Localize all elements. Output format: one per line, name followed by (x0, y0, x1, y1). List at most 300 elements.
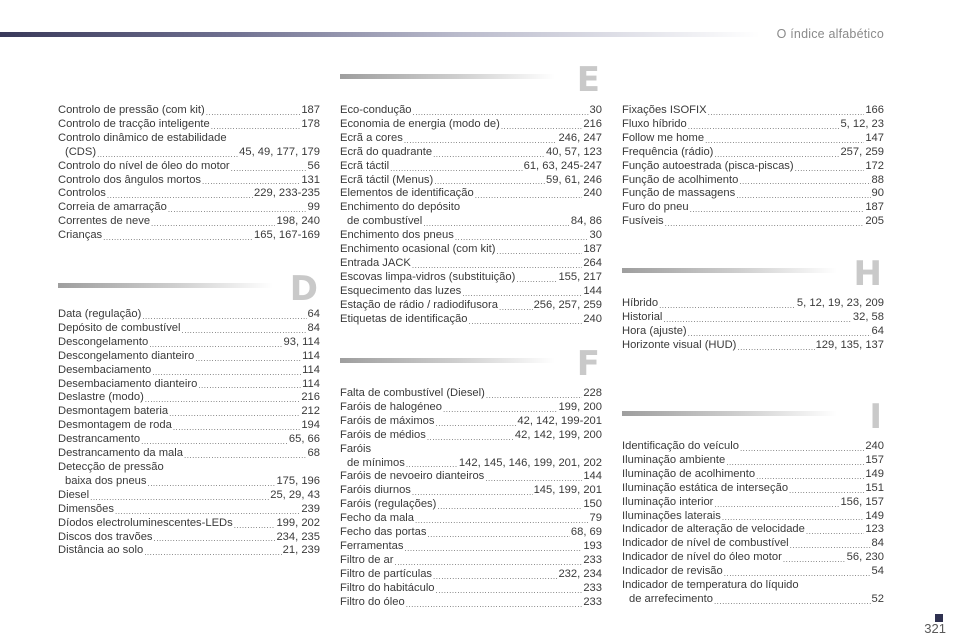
index-entry (58, 447, 320, 461)
dot-leader (736, 190, 870, 201)
index-entry (340, 484, 602, 498)
letter-rule (340, 358, 555, 363)
entry-pages: 65, 66 (288, 433, 320, 446)
entry-pages: 212 (301, 405, 320, 418)
dot-leader (434, 176, 545, 187)
index-entry (340, 132, 602, 146)
entry-label: Controlo de pressão (com kit) (58, 104, 205, 116)
index-entry (622, 523, 884, 537)
entry-pages: 129, 135, 137 (815, 338, 884, 351)
dot-leader (103, 232, 253, 243)
dot-leader (659, 300, 796, 311)
entry-pages: 156, 157 (840, 495, 884, 508)
dot-leader (789, 485, 864, 496)
index-entry (58, 229, 320, 243)
dot-leader (688, 121, 840, 132)
index-entry (622, 468, 884, 482)
index-entry (58, 489, 320, 503)
index-entry (622, 104, 884, 118)
entry-pages: 232, 234 (558, 567, 602, 580)
dot-leader (724, 568, 871, 579)
entry-label: Estação de rádio / radiodifusora (340, 298, 498, 311)
index-entry (340, 596, 602, 610)
entry-label: Indicador de nível do óleo motor (622, 551, 782, 564)
entry-pages: 144 (583, 284, 602, 297)
entry-pages: 5, 12, 19, 23, 209 (796, 297, 884, 309)
entry-pages: 79 (589, 512, 602, 525)
entry-label: baixa dos pneus (65, 474, 147, 487)
entry-label: Enchimento do depósito (340, 201, 461, 214)
entry-pages: 32, 58 (852, 310, 884, 323)
index-entry (340, 174, 602, 188)
dot-leader (151, 218, 275, 229)
entry-pages: 84, 86 (570, 215, 602, 228)
entry-pages: 149 (865, 509, 884, 522)
index-group-f (340, 387, 602, 610)
dot-leader (394, 557, 582, 568)
entry-pages: 246, 247 (558, 131, 602, 144)
index-entry (340, 104, 602, 118)
dot-leader (722, 512, 864, 523)
dot-leader (234, 520, 276, 531)
dot-leader (469, 316, 583, 327)
dot-leader (737, 342, 814, 353)
entry-pages: 240 (583, 187, 602, 200)
entry-pages: 61, 63, 245-247 (523, 159, 602, 172)
page-number: 321 (924, 621, 946, 636)
entry-pages: 151 (865, 481, 884, 494)
entry-label: Desembaciamento (58, 363, 152, 376)
index-entry (622, 297, 884, 311)
dot-leader (144, 547, 281, 558)
entry-pages: 165, 167-169 (254, 229, 320, 242)
index-entry (622, 325, 884, 339)
index-entry (58, 503, 320, 517)
entry-list (622, 104, 884, 229)
index-entry (58, 201, 320, 215)
entry-label: Escovas limpa-vidros (substituição) (340, 270, 516, 283)
entry-pages: 193 (583, 539, 602, 552)
index-entry (340, 257, 602, 271)
entry-pages: 233 (583, 595, 602, 608)
entry-pages: 187 (301, 104, 320, 116)
entry-label: de mínimos (347, 456, 405, 469)
entry-pages: 166 (865, 104, 884, 116)
entry-label: Elementos de identificação (340, 187, 474, 200)
index-entry (622, 593, 884, 607)
entry-pages: 175, 196 (276, 474, 320, 487)
index-entry (58, 544, 320, 558)
entry-label: Frequência (rádio) (622, 145, 714, 158)
entry-pages: 25, 29, 43 (270, 488, 320, 501)
index-entry (622, 440, 884, 454)
entry-label: Função de acolhimento (622, 173, 739, 186)
entry-label: Fecho das portas (340, 526, 427, 539)
entry-label: Filtro de ar (340, 553, 394, 566)
entry-label: Iluminação de acolhimento (622, 467, 756, 480)
index-entry (622, 482, 884, 496)
entry-label: Furo do pneu (622, 201, 689, 214)
dot-leader (142, 311, 306, 322)
header-accent-bar (0, 32, 760, 37)
section-title: O índice alfabético (776, 27, 884, 41)
entry-pages: 114 (302, 377, 320, 390)
dot-leader (427, 529, 569, 540)
dot-leader (404, 135, 558, 146)
entry-label: Controlo dos ângulos mortos (58, 173, 202, 186)
index-entry (58, 405, 320, 419)
dot-leader (690, 204, 865, 215)
dot-leader (406, 459, 458, 470)
entry-label: Indicador de alteração de velocidade (622, 523, 805, 536)
index-entry (622, 565, 884, 579)
entry-label: Indicador de nível de combustível (622, 537, 789, 550)
entry-pages: 198, 240 (276, 215, 320, 228)
dot-leader (516, 274, 557, 285)
entry-pages: 56, 230 (846, 551, 884, 564)
dot-leader (806, 526, 864, 537)
entry-pages: 84 (307, 321, 320, 334)
entry-pages: 157 (865, 453, 884, 466)
entry-label: Identificação do veículo (622, 440, 739, 452)
dot-leader (423, 218, 570, 229)
entry-label: Iluminação interior (622, 495, 714, 508)
entry-pages: 233 (583, 553, 602, 566)
index-entry (58, 517, 320, 531)
index-entry (340, 160, 602, 174)
index-entry (622, 146, 884, 160)
entry-pages: 194 (301, 419, 320, 432)
entry-label: Ecrã táctil (340, 159, 390, 172)
index-entry (340, 285, 602, 299)
entry-label: Iluminações laterais (622, 509, 721, 522)
entry-label: Economia de energia (modo de) (340, 117, 500, 130)
index-entry (58, 378, 320, 392)
dot-leader (141, 436, 288, 447)
index-entry (340, 470, 602, 484)
entry-label: Etiquetas de identificação (340, 312, 468, 325)
entry-pages: 257, 259 (840, 145, 884, 158)
entry-pages: 90 (871, 187, 884, 200)
dot-leader (501, 121, 583, 132)
entry-pages: 64 (871, 324, 884, 337)
entry-label: Faróis diurnos (340, 484, 411, 497)
entry-label: Controlo do nível de óleo do motor (58, 159, 230, 172)
entry-pages: 42, 142, 199-201 (517, 414, 602, 427)
entry-label: Descongelamento (58, 335, 149, 348)
entry-label: Esquecimento das luzes (340, 284, 462, 297)
dot-leader (496, 246, 582, 257)
dot-leader (184, 450, 307, 461)
entry-label: Desmontagem de roda (58, 419, 172, 432)
letter-rule (340, 74, 555, 79)
dot-leader (404, 543, 582, 554)
entry-pages: 68, 69 (570, 526, 602, 539)
entry-list (58, 104, 320, 243)
entry-label: Enchimento dos pneus (340, 229, 454, 242)
entry-label: Correia de amarração (58, 201, 167, 214)
index-entry (622, 215, 884, 229)
dot-leader (149, 339, 282, 350)
entry-label: Falta de combustível (Diesel) (340, 387, 485, 399)
entry-pages: 256, 257, 259 (533, 298, 602, 311)
dot-leader (107, 190, 253, 201)
letter-h: H (853, 254, 882, 294)
entry-label: Fecho da mala (340, 512, 415, 525)
entry-label: Entrada JACK (340, 256, 411, 269)
entry-pages: 131 (301, 173, 320, 186)
index-group-d (58, 308, 320, 558)
dot-leader (739, 176, 870, 187)
dot-leader (665, 218, 865, 229)
dot-leader (169, 408, 300, 419)
entry-pages: 172 (865, 159, 884, 172)
letter-f: F (576, 344, 600, 384)
entry-pages: 84 (871, 537, 884, 550)
entry-pages: 234, 235 (276, 530, 320, 543)
dot-leader (154, 533, 276, 544)
entry-pages: 216 (301, 391, 320, 404)
dot-leader (231, 163, 307, 174)
dot-leader (427, 432, 514, 443)
entry-pages: 239 (301, 502, 320, 515)
index-entry (622, 187, 884, 201)
dot-leader (433, 149, 545, 160)
entry-pages: 5, 12, 23 (840, 117, 884, 130)
index-entry (622, 174, 884, 188)
index-entry (58, 104, 320, 118)
index-entry (622, 118, 884, 132)
dot-leader (415, 515, 589, 526)
entry-label: Indicador de temperatura do líquido (622, 579, 799, 592)
entry-label: Fusíveis (622, 215, 664, 228)
index-entry (622, 454, 884, 468)
entry-label: Função de massagens (622, 187, 736, 200)
entry-pages: 150 (583, 498, 602, 511)
letter-i: I (869, 397, 882, 437)
index-entry (340, 540, 602, 554)
entry-pages: 187 (583, 243, 602, 256)
entry-label: Data (regulação) (58, 308, 142, 320)
index-group-i (622, 440, 884, 607)
dot-leader (783, 554, 846, 565)
index-entry (622, 201, 884, 215)
index-entry (340, 512, 602, 526)
entry-label: Díodos electroluminescentes-LEDs (58, 516, 233, 529)
index-entry (340, 443, 602, 457)
entry-pages: 199, 202 (276, 516, 320, 529)
index-entry (340, 187, 602, 201)
entry-list (622, 440, 884, 607)
dot-leader (436, 585, 583, 596)
entry-label: Faróis de halogéneo (340, 400, 443, 413)
entry-pages: 240 (583, 312, 602, 325)
dot-leader (168, 204, 307, 215)
entry-pages: 54 (871, 565, 884, 578)
entry-pages: 21, 239 (282, 544, 320, 557)
entry-label: Híbrido (622, 297, 659, 309)
dot-leader (412, 260, 582, 271)
index-entry (58, 531, 320, 545)
dot-leader (198, 380, 301, 391)
entry-label: Follow me home (622, 131, 705, 144)
entry-pages: 187 (865, 201, 884, 214)
entry-label: Horizonte visual (HUD) (622, 338, 737, 351)
entry-label: Faróis (340, 442, 372, 455)
dot-leader (499, 302, 533, 313)
dot-leader (740, 443, 864, 454)
index-entry (340, 215, 602, 229)
dot-leader (663, 314, 851, 325)
index-entry (340, 568, 602, 582)
entry-pages: 144 (583, 470, 602, 483)
entry-label: Hora (ajuste) (622, 324, 687, 337)
entry-label: Faróis de máximos (340, 414, 435, 427)
dot-leader (437, 501, 582, 512)
index-group-h (622, 297, 884, 353)
dot-leader (97, 149, 238, 160)
entry-label: Historial (622, 310, 663, 323)
entry-label: Filtro de partículas (340, 567, 433, 580)
index-entry (340, 429, 602, 443)
entry-pages: 114 (302, 349, 320, 362)
index-entry (340, 229, 602, 243)
entry-label: Ecrã do quadrante (340, 145, 433, 158)
entry-label: Destrancamento da mala (58, 447, 183, 460)
letter-header-h (622, 256, 882, 292)
entry-pages: 199, 200 (558, 400, 602, 413)
index-entry (622, 132, 884, 146)
entry-label: Ferramentas (340, 539, 404, 552)
entry-label: Faróis de nevoeiro dianteiros (340, 470, 485, 483)
index-entry (58, 433, 320, 447)
entry-label: Faróis (regulações) (340, 498, 437, 511)
letter-header-e (340, 62, 600, 98)
dot-leader (412, 487, 533, 498)
dot-leader (756, 471, 864, 482)
entry-pages: 228 (583, 387, 602, 399)
entry-list (622, 297, 884, 353)
dot-leader (714, 149, 839, 160)
dot-leader (202, 176, 300, 187)
index-entry (58, 475, 320, 489)
letter-rule (622, 411, 837, 416)
entry-pages: 30 (589, 104, 602, 116)
index-entry (340, 201, 602, 215)
entry-pages: 68 (307, 447, 320, 460)
entry-list (58, 308, 320, 558)
entry-pages: 56 (307, 159, 320, 172)
entry-label: Destrancamento (58, 433, 141, 446)
entry-pages: 229, 233-235 (254, 187, 320, 200)
index-entry (622, 537, 884, 551)
dot-leader (211, 121, 301, 132)
index-entry (58, 322, 320, 336)
letter-header-i (622, 399, 882, 435)
index-entry (58, 146, 320, 160)
index-entry (58, 419, 320, 433)
dot-leader (390, 163, 522, 174)
entry-pages: 123 (865, 523, 884, 536)
entry-pages: 40, 57, 123 (546, 145, 602, 158)
dot-leader (115, 506, 300, 517)
entry-label: Enchimento ocasional (com kit) (340, 243, 496, 256)
entry-pages: 30 (589, 229, 602, 242)
dot-leader (790, 540, 871, 551)
entry-pages: 52 (871, 592, 884, 605)
dot-leader (455, 232, 589, 243)
index-entry (340, 582, 602, 596)
entry-label: Discos dos travões (58, 530, 153, 543)
entry-label: Controlo de tracção inteligente (58, 117, 210, 130)
letter-e: E (576, 60, 600, 100)
dot-leader (433, 571, 557, 582)
entry-pages: 205 (865, 215, 884, 228)
index-entry (58, 308, 320, 322)
entry-pages: 114 (302, 363, 320, 376)
entry-list (340, 104, 602, 327)
entry-pages: 59, 61, 246 (546, 173, 602, 186)
entry-label: Filtro do óleo (340, 595, 405, 608)
index-entry (340, 415, 602, 429)
entry-pages: 155, 217 (558, 270, 602, 283)
dot-leader (486, 390, 582, 401)
entry-label: Diesel (58, 488, 90, 501)
dot-leader (485, 473, 582, 484)
index-entry (622, 496, 884, 510)
letter-header-d (58, 271, 318, 307)
entry-label: Desembaciamento dianteiro (58, 377, 198, 390)
dot-leader (714, 499, 839, 510)
entry-label: Fixações ISOFIX (622, 104, 707, 116)
index-entry (340, 118, 602, 132)
entry-pages: 64 (307, 308, 320, 320)
entry-label: Ecrã táctil (Menus) (340, 173, 434, 186)
entry-label: Fluxo híbrido (622, 117, 687, 130)
index-entry (58, 132, 320, 146)
entry-pages: 149 (865, 467, 884, 480)
dot-leader (206, 107, 301, 118)
index-entry (622, 160, 884, 174)
dot-leader (714, 596, 871, 607)
index-entry (340, 299, 602, 313)
entry-label: Função autoestrada (pisca-piscas) (622, 159, 794, 172)
index-group-e (340, 104, 602, 327)
entry-pages: 264 (583, 256, 602, 269)
index-entry (58, 118, 320, 132)
index-entry (58, 174, 320, 188)
dot-leader (795, 163, 865, 174)
index-entry (622, 551, 884, 565)
index-entry (58, 160, 320, 174)
entry-pages: 88 (871, 173, 884, 186)
dot-leader (145, 394, 301, 405)
dot-leader (182, 325, 307, 336)
entry-label: Depósito de combustível (58, 321, 181, 334)
entry-pages: 99 (307, 201, 320, 214)
entry-list (340, 387, 602, 610)
entry-pages: 45, 49, 177, 179 (239, 145, 320, 158)
entry-pages: 178 (301, 117, 320, 130)
dot-leader (462, 288, 582, 299)
index-entry (340, 554, 602, 568)
dot-leader (705, 135, 864, 146)
index-entry (340, 313, 602, 327)
dot-leader (195, 353, 301, 364)
index-entry (58, 461, 320, 475)
dot-leader (152, 367, 301, 378)
dot-leader (147, 478, 275, 489)
